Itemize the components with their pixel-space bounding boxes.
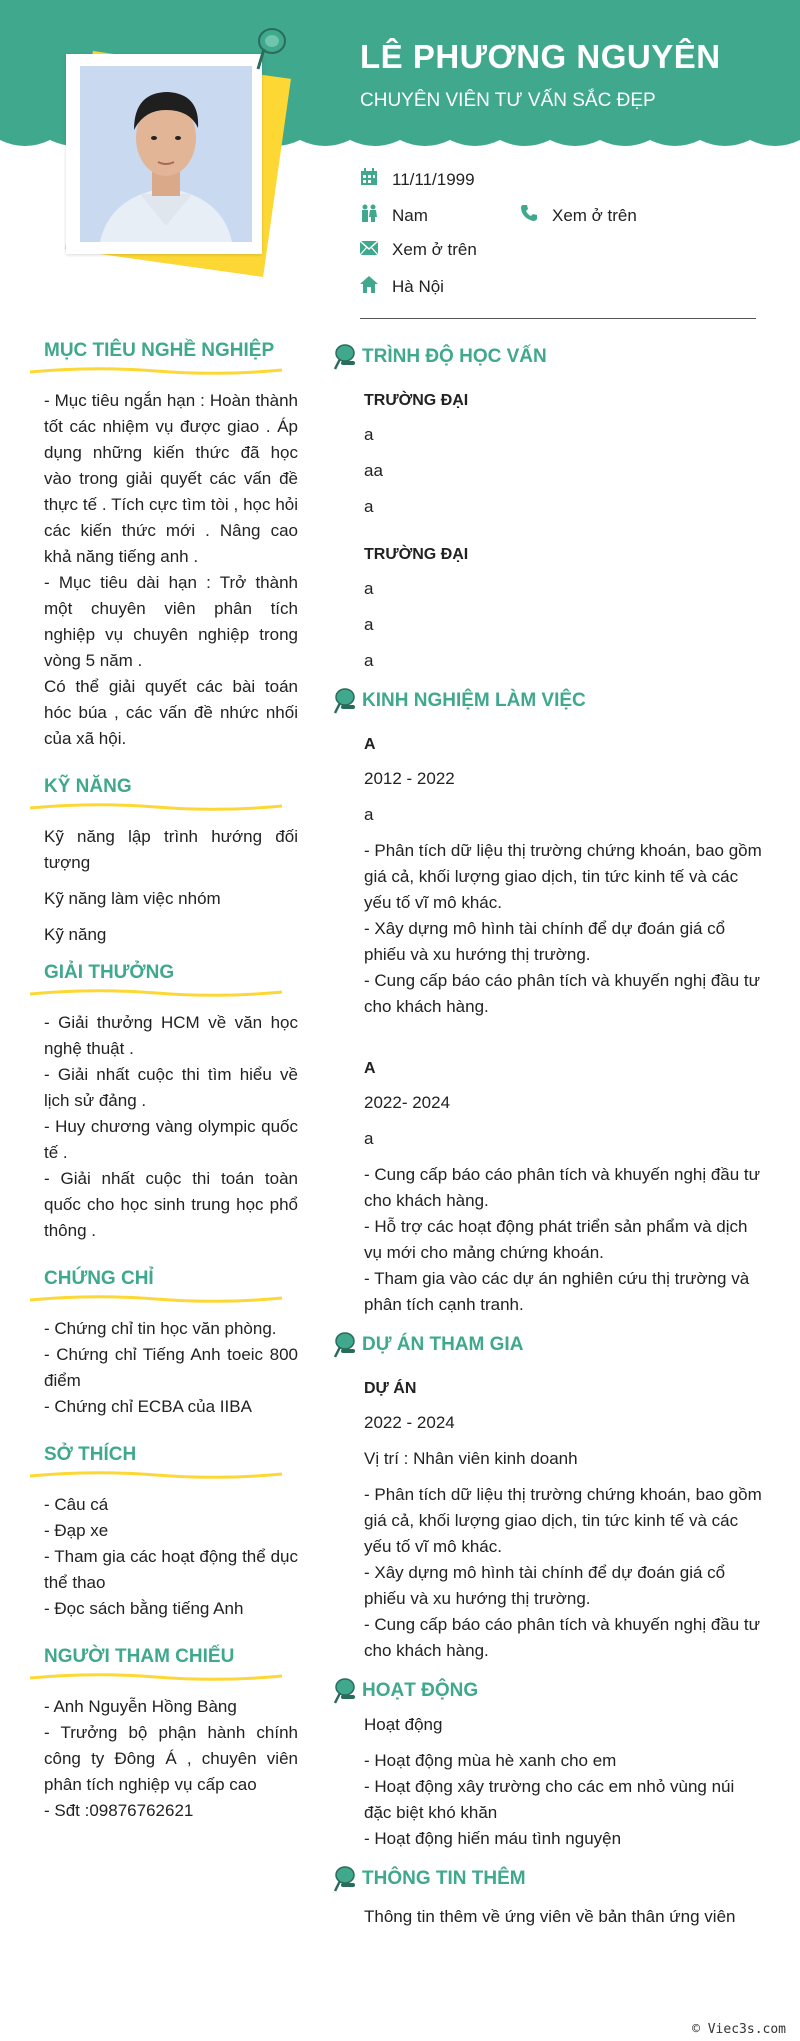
section-underline — [28, 366, 284, 376]
photo-card — [66, 54, 262, 254]
projects-header — [330, 1328, 750, 1362]
education-line: a — [364, 651, 374, 670]
hobbies-text: - Câu cá - Đạp xe - Tham gia các hoạt động thể dục thể thao - Đọc sách bằng tiếng Anh — [44, 1495, 298, 1618]
address-row — [360, 276, 444, 298]
pin-icon — [250, 25, 290, 75]
work-role: a — [364, 1129, 374, 1148]
gender-icon — [360, 204, 384, 227]
email-value: Xem ở trên — [392, 240, 477, 259]
activities-subtitle: Hoạt động — [364, 1715, 443, 1734]
school-name: TRƯỜNG ĐẠI — [364, 392, 469, 409]
project-position: Vị trí : Nhân viên kinh doanh — [364, 1449, 578, 1468]
project-description: - Phân tích dữ liệu thị trường chứng khoán, bao gồm giá cả, khối lượng giao dịch, tin tức kinh tế và các yếu tố vĩ mô khác. - Xây dựng mô hình tài chính để dự đoán giá cổ phiếu và xu hướng thị trường. - Cung cấp báo cáo phân tích và khuyến nghị đầu tư cho khách hàng. — [364, 1485, 762, 1660]
activities-header — [330, 1674, 750, 1708]
pin-icon — [328, 1677, 362, 1705]
calendar-icon — [360, 168, 384, 191]
education-title: TRÌNH ĐỘ HỌC VẤN — [362, 346, 547, 367]
avatar-frame — [60, 50, 270, 265]
education-line: aa — [364, 461, 383, 480]
experience-title: KINH NGHIỆM LÀM VIỆC — [362, 690, 586, 711]
extra-header — [330, 1862, 750, 1896]
education-line: a — [364, 425, 374, 444]
section-underline — [28, 988, 284, 998]
objective-text: - Mục tiêu ngắn hạn : Hoàn thành tốt các nhiệm vụ được giao . Áp dụng những kiến thức đã học vào trong giải quyết các vấn đề thực tế . Tích cực tìm tòi , học hỏi các kiến thức mới . Nâng cao khả năng tiếng anh . - Mục tiêu dài hạn : Trở thành một chuyên viên phân tích nghiệp vụ chuyên nghiệp trong vòng 5 năm . Có thể giải quyết các bài toán hóc búa , các vấn đề nhức nhối của xã hội. — [44, 391, 298, 748]
company-name: A — [364, 1060, 376, 1077]
school-name: TRƯỜNG ĐẠI — [364, 546, 469, 563]
company-name: A — [364, 736, 376, 753]
work-period: 2022- 2024 — [364, 1093, 451, 1112]
certificates-title: CHỨNG CHỈ — [44, 1268, 154, 1289]
right-column — [330, 340, 762, 1940]
skill-item: Kỹ năng làm việc nhóm — [44, 889, 221, 908]
footer-credit: © Viec3s.com — [692, 2022, 786, 2037]
dob-value: 11/11/1999 — [392, 169, 475, 189]
skills-title: KỸ NĂNG — [44, 776, 132, 797]
work-period: 2012 - 2022 — [364, 769, 455, 788]
references-text: - Anh Nguyễn Hồng Bàng - Trưởng bộ phận hành chính công ty Đông Á , chuyên viên phân tích nghiệp vụ cấp cao - Sđt :09876762621 — [44, 1697, 298, 1820]
project-period: 2022 - 2024 — [364, 1413, 455, 1432]
home-icon — [360, 276, 384, 298]
left-column — [28, 340, 298, 1834]
header-divider — [360, 318, 756, 319]
mail-icon — [360, 240, 384, 260]
activities-title: HOẠT ĐỘNG — [362, 1680, 479, 1701]
education-line: a — [364, 579, 374, 598]
work-description: - Phân tích dữ liệu thị trường chứng khoán, bao gồm giá cả, khối lượng giao dịch, tin tức kinh tế và các yếu tố vĩ mô khác. - Xây dựng mô hình tài chính để dự đoán giá cổ phiếu và xu hướng thị trường. - Cung cấp báo cáo phân tích và khuyến nghị đầu tư cho khách hàng. — [364, 841, 762, 1016]
skill-item: Kỹ năng — [44, 925, 107, 944]
work-role: a — [364, 805, 374, 824]
extra-text: Thông tin thêm về ứng viên về bản thân ứng viên — [364, 1907, 736, 1926]
education-header — [330, 340, 750, 374]
education-line: a — [364, 497, 374, 516]
gender-value: Nam — [392, 205, 428, 225]
awards-title: GIẢI THƯỞNG — [44, 962, 175, 983]
section-underline — [28, 1294, 284, 1304]
project-name: DỰ ÁN — [364, 1380, 417, 1397]
section-underline — [28, 802, 284, 812]
pin-icon — [328, 343, 362, 371]
certificates-text: - Chứng chỉ tin học văn phòng. - Chứng chỉ Tiếng Anh toeic 800 điểm - Chứng chỉ ECBA của IIBA — [44, 1319, 298, 1416]
projects-title: DỰ ÁN THAM GIA — [362, 1334, 524, 1355]
address-value: Hà Nội — [392, 277, 444, 296]
section-underline — [28, 1672, 284, 1682]
pin-icon — [328, 687, 362, 715]
extra-title: THÔNG TIN THÊM — [362, 1868, 526, 1889]
section-underline — [28, 1470, 284, 1480]
job-title: CHUYÊN VIÊN TƯ VẤN SẮC ĐẸP — [360, 90, 656, 111]
education-line: a — [364, 615, 374, 634]
hobbies-title: SỞ THÍCH — [44, 1444, 137, 1465]
email-row — [360, 240, 477, 260]
activities-description: - Hoạt động mùa hè xanh cho em - Hoạt động xây trường cho các em nhỏ vùng núi đặc biệt khó khăn - Hoạt động hiến máu tình nguyện — [364, 1751, 735, 1848]
candidate-name: LÊ PHƯƠNG NGUYÊN — [360, 38, 721, 75]
phone-icon — [520, 204, 544, 227]
references-title: NGƯỜI THAM CHIẾU — [44, 1646, 235, 1667]
pin-icon — [328, 1331, 362, 1359]
awards-text: - Giải thưởng HCM về văn học nghệ thuật . - Giải nhất cuộc thi tìm hiểu về lịch sử đảng . - Huy chương vàng olympic quốc tế . - Giải nhất cuộc thi toán toàn quốc cho học sinh trung học phổ thông . — [44, 1013, 298, 1240]
phone-value: Xem ở trên — [552, 205, 637, 225]
gender-row — [360, 204, 428, 227]
dob-row — [360, 168, 475, 191]
phone-row — [520, 204, 637, 227]
objective-title: MỤC TIÊU NGHỀ NGHIỆP — [44, 340, 275, 361]
experience-header — [330, 684, 750, 718]
skill-item: Kỹ năng lập trình hướng đối tượng — [44, 827, 298, 872]
pin-icon — [328, 1865, 362, 1893]
work-description: - Cung cấp báo cáo phân tích và khuyến nghị đầu tư cho khách hàng. - Hỗ trợ các hoạt động phát triển sản phẩm và dịch vụ mới cho mảng chứng khoán. - Tham gia vào các dự án nghiên cứu thị trường và phân tích cạnh tranh. — [364, 1165, 761, 1314]
avatar — [80, 66, 252, 242]
